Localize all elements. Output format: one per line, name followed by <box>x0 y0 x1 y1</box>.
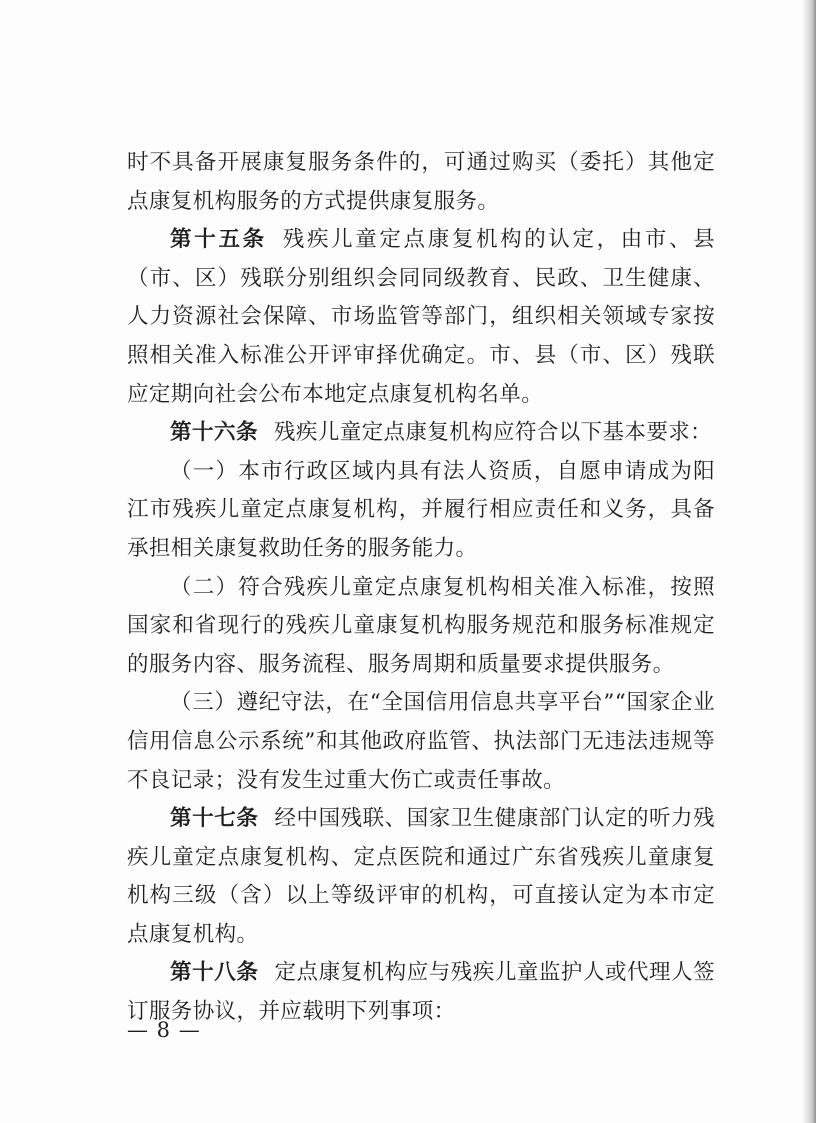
paragraph-continuation <box>127 144 715 221</box>
article-heading: 第十七条 <box>170 806 259 832</box>
paragraph-text: 时不具备开展康复服务条件的，可通过购买（委托）其他定点康复机构服务的方式提供康复服务。 <box>127 150 715 214</box>
paragraph-text: 定点康复机构应与残疾儿童监护人或代理人签订服务协议，并应载明下列事项： <box>127 960 715 1025</box>
article-heading: 第十六条 <box>170 420 259 446</box>
article-15 <box>127 221 715 414</box>
paragraph-text: 经中国残联、国家卫生健康部门认定的听力残疾儿童定点康复机构、定点医院和通过广东省残疾儿童康复机构三级（含）以上等级评审的机构，可直接认定为本市定点康复机构。 <box>127 806 715 947</box>
article-heading: 第十五条 <box>170 227 267 253</box>
scan-edge-shadow <box>802 0 816 1123</box>
paragraph-text: （二）符合残疾儿童定点康复机构相关准入标准，按照国家和省现行的残疾儿童康复机构服务规范和服务标准规定的服务内容、服务流程、服务周期和质量要求提供服务。 <box>127 574 715 677</box>
paragraph-text: （一）本市行政区域内具有法人资质，自愿申请成为阳江市残疾儿童定点康复机构，并履行相应责任和义务，具备承担相关康复救助任务的服务能力。 <box>127 458 715 561</box>
article-16-item-2 <box>127 569 715 685</box>
article-16-item-3 <box>127 684 715 800</box>
article-16 <box>127 414 715 453</box>
article-heading: 第十八条 <box>170 960 259 986</box>
paragraph-text: 残疾儿童定点康复机构应符合以下基本要求： <box>274 420 713 446</box>
article-17 <box>127 800 715 954</box>
article-16-item-1 <box>127 453 715 569</box>
paragraph-text: （三）遵纪守法，在“全国信用信息共享平台”“国家企业信用信息公示系统”和其他政府监管、执法部门无违法违规等不良记录；没有发生过重大伤亡或责任事故。 <box>127 690 715 793</box>
document-body <box>127 144 715 1032</box>
page-number: — 8 — <box>127 1018 201 1042</box>
article-18 <box>127 954 715 1031</box>
paragraph-text: 残疾儿童定点康复机构的认定，由市、县（市、区）残联分别组织会同同级教育、民政、卫生健康、人力资源社会保障、市场监管等部门，组织相关领域专家按照相关准入标准公开评审择优确定。市、县（市、区）残联应定期向社会公布本地定点康复机构名单。 <box>127 227 715 407</box>
